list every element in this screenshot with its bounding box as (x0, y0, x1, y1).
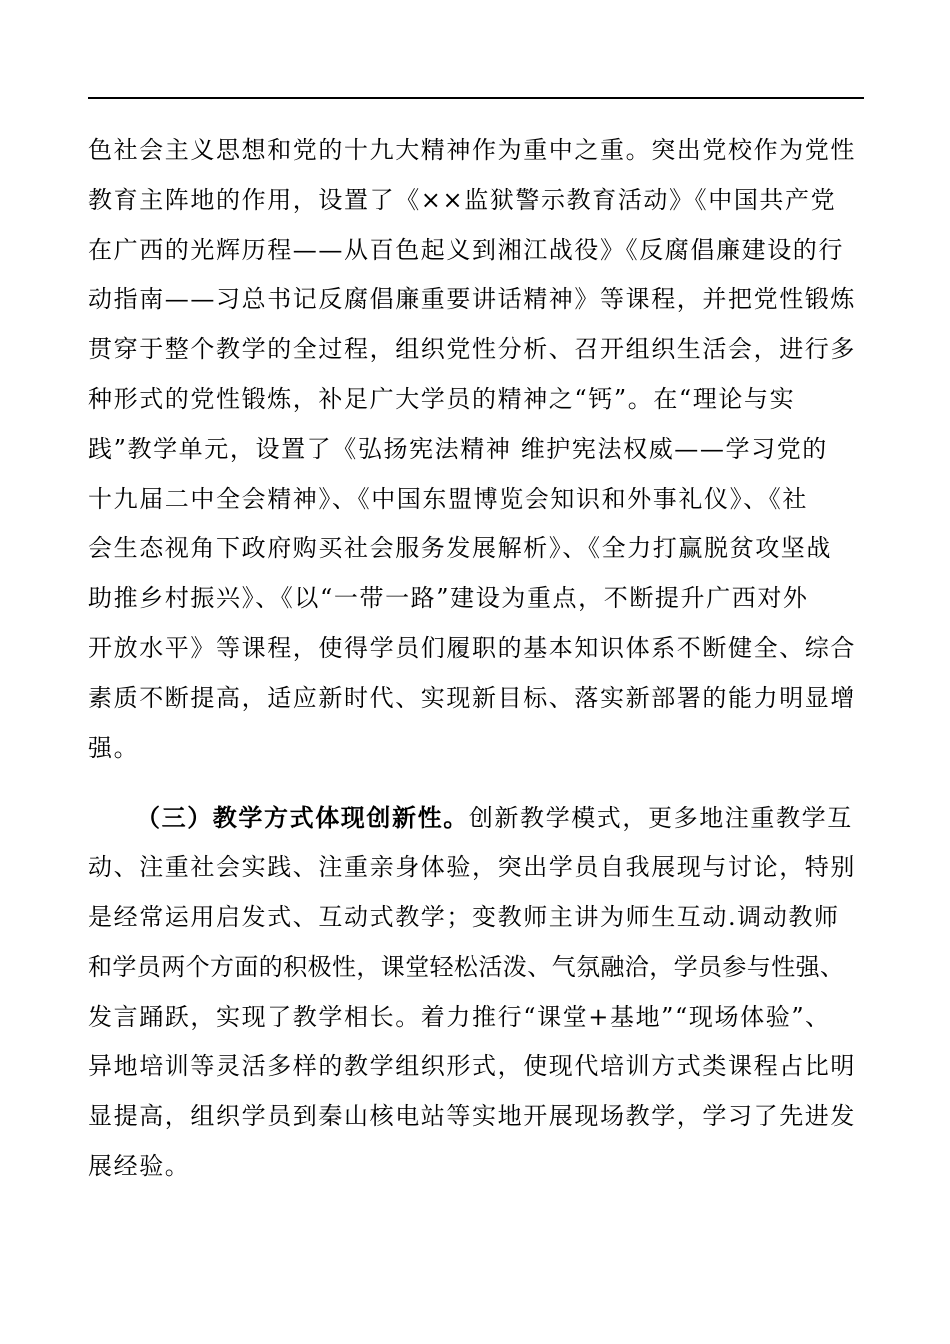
text-line: 是经常运用启发式、互动式教学；变教师主讲为师生互动.调动教师 (88, 902, 840, 931)
paragraph-party-spirit (88, 126, 868, 773)
text-line: 强。 (88, 733, 140, 762)
document-body (88, 126, 868, 1192)
section-heading: （三）教学方式体现创新性。 (136, 803, 469, 833)
text-line: 践”教学单元，设置了《弘扬宪法精神 维护宪法权威——学习党的 (88, 434, 828, 463)
text-line: 开放水平》等课程，使得学员们履职的基本知识体系不断健全、综合 (88, 633, 856, 662)
text-line: 色社会主义思想和党的十九大精神作为重中之重。突出党校作为党性 (88, 136, 856, 164)
text-line: 显提高，组织学员到秦山核电站等实地开展现场教学，学习了先进发 (88, 1102, 856, 1131)
text-line: 在广西的光辉历程——从百色起义到湘江战役》《反腐倡廉建设的行 (88, 235, 844, 264)
header-rule (88, 97, 864, 99)
text-line: 种形式的党性锻炼，补足广大学员的精神之“钙”。在“理论与实 (88, 384, 796, 413)
text-line: 会生态视角下政府购买社会服务发展解析》、《全力打赢脱贫攻坚战 (88, 534, 832, 563)
heading-continuation: 创新教学模式，更多地注重教学互 (468, 804, 853, 833)
text-line: 发言踊跃，实现了教学相长。着力推行“课堂+基地”“现场体验”、 (88, 1002, 831, 1031)
text-line: 助推乡村振兴》、《以“一带一路”建设为重点，不断提升广西对外 (88, 584, 809, 613)
text-line: 和学员两个方面的积极性，课堂轻松活泼、气氛融洽，学员参与性强、 (88, 952, 845, 981)
text-line: 展经验。 (88, 1151, 191, 1180)
text-line: 异地培训等灵活多样的教学组织形式，使现代培训方式类课程占比明 (88, 1052, 856, 1081)
text-line: 素质不断提高，适应新时代、实现新目标、落实新部署的能力明显增 (88, 683, 856, 712)
paragraph-teaching-methods (88, 793, 868, 1191)
text-line: 贯穿于整个教学的全过程，组织党性分析、召开组织生活会，进行多 (88, 335, 856, 364)
text-line-first (88, 793, 868, 843)
paragraph-gap (88, 773, 868, 793)
text-line: 十九届二中全会精神》、《中国东盟博览会知识和外事礼仪》、《社 (88, 484, 808, 513)
text-line: 教育主阵地的作用，设置了《××监狱警示教育活动》《中国共产党 (88, 185, 837, 214)
text-line: 动、注重社会实践、注重亲身体验，突出学员自我展现与讨论，特别 (88, 853, 856, 882)
text-line: 动指南——习总书记反腐倡廉重要讲话精神》等课程，并把党性锻炼 (88, 285, 856, 314)
